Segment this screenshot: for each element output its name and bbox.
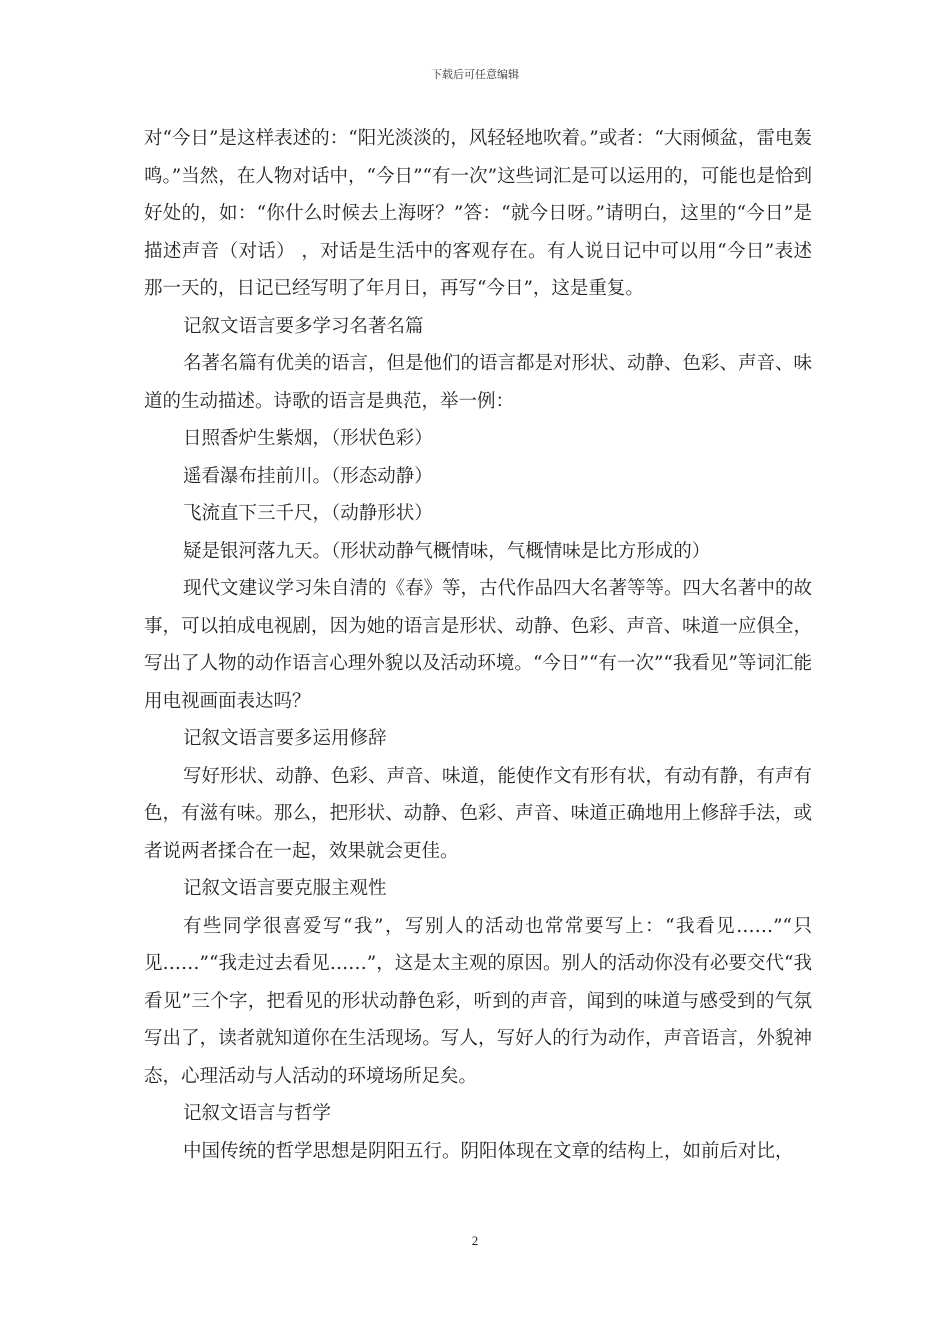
section-heading: 记叙文语言与哲学 xyxy=(183,1103,332,1124)
section-heading: 记叙文语言要多运用修辞 xyxy=(183,728,387,749)
paragraph: 中国传统的哲学思想是阴阳五行。阴阳体现在文章的结构上，如前后对比， xyxy=(183,1140,794,1162)
paragraph: 现代文建议学习朱自清的《春》等，古代作品四大名著等等。四大名著中的故事，可以拍成电视剧，因为她的语言是形状、动静、色彩、声音、味道一应俱全，写出了人物的动作语言心理外貌以及活动环境。“今日”“有一次”“我看见”等词汇能用电视画面表达吗？ xyxy=(144,578,813,712)
paragraph: 写好形状、动静、色彩、声音、味道，能使作文有形有状，有动有静，有声有色，有滋有味。那么，把形状、动静、色彩、声音、味道正确地用上修辞手法，或者说两者揉合在一起，效果就会更佳。 xyxy=(144,765,813,862)
document-body xyxy=(144,120,812,1170)
poem-line: 飞流直下三千尺，（动静形状） xyxy=(183,503,433,524)
poem-line: 日照香炉生紫烟，（形状色彩） xyxy=(183,428,433,449)
page-number: 2 xyxy=(471,1233,479,1248)
paragraph: 有些同学很喜爱写“我”，写别人的活动也常常要写上：“我看见……”“只见……”“我走过去看见……”，这是太主观的原因。别人的活动你没有必要交代“我看见”三个字，把看见的形状动静色彩，听到的声音，闻到的味道与感受到的气氛写出了，读者就知道你在生活现场。写人，写好人的行为动作，声音语言，外貌神态，心理活动与人活动的环境场所足矣。 xyxy=(144,915,812,1087)
paragraph-continued: 对“今日”是这样表述的：“阳光淡淡的，风轻轻地吹着。”或者：“大雨倾盆，雷电轰鸣。”当然，在人物对话中，“今日”“有一次”这些词汇是可以运用的，可能也是恰到好处的，如：“你什么时候去上海呀？”答：“就今日呀。”请明白，这里的“今日”是描述声音（对话） ，对话是生活中的客观存在。有人说日记中可以用“今日”表述那一天的，日记已经写明了年月日，再写“今日”，这是重复。 xyxy=(144,128,812,299)
paragraph: 名著名篇有优美的语言，但是他们的语言都是对形状、动静、色彩、声音、味道的生动描述。诗歌的语言是典范，举一例： xyxy=(144,353,813,412)
poem-line: 疑是银河落九天。（形状动静气概情味，气概情味是比方形成的） xyxy=(183,540,711,562)
page-header: 下载后可任意编辑 xyxy=(431,68,519,81)
poem-line: 遥看瀑布挂前川。（形态动静） xyxy=(183,465,433,487)
section-heading: 记叙文语言要多学习名著名篇 xyxy=(183,315,424,337)
section-heading: 记叙文语言要克服主观性 xyxy=(183,878,387,899)
